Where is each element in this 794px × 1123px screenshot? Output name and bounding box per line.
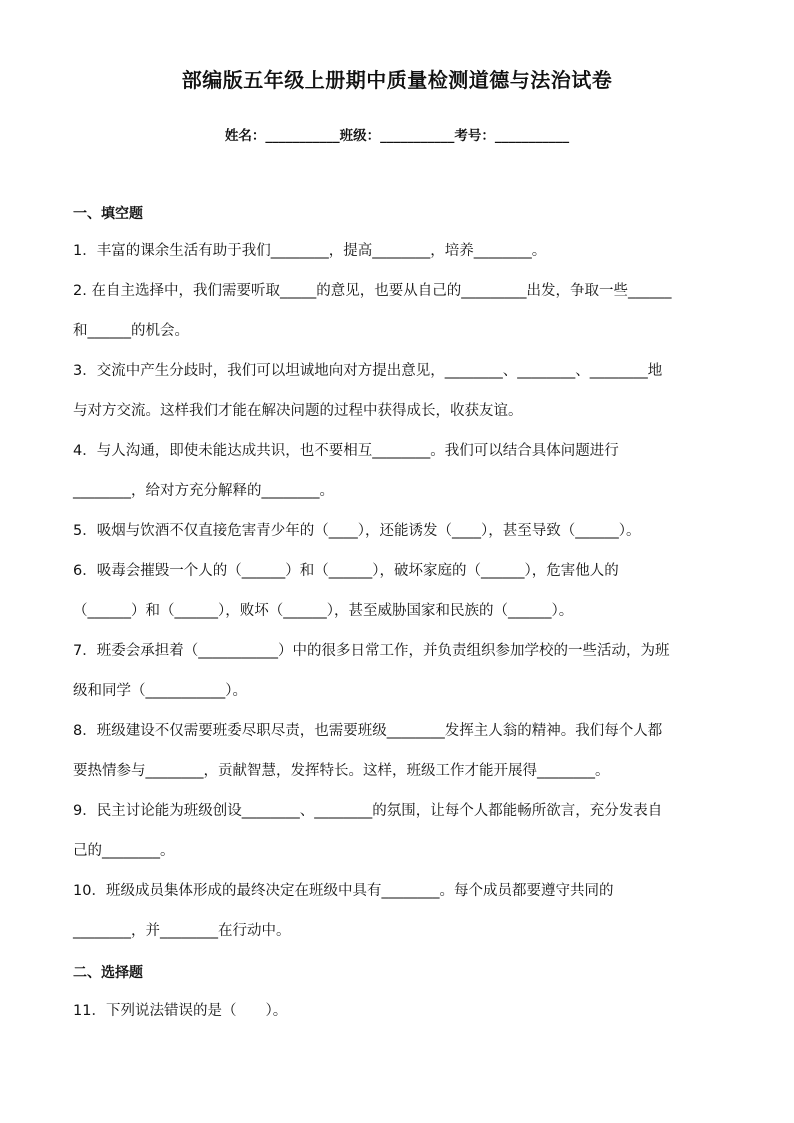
question-4-continued: ________，给对方充分解释的________。 [73, 483, 334, 499]
section-heading-fill-blank: 一、填空题 [73, 206, 143, 222]
question-7-continued: 级和同学（___________）。 [73, 683, 247, 699]
question-8-continued: 要热情参与________，贡献智慧，发挥特长。这样，班级工作才能开展得________。 [73, 763, 610, 779]
question-5: 5．吸烟与饮酒不仅直接危害青少年的（____），还能诱发（____），甚至导致（______）。 [73, 523, 641, 539]
question-6-continued: （______）和（______），败坏（______），甚至威胁国家和民族的（______）。 [73, 603, 574, 619]
question-7: 7．班委会承担着（___________）中的很多日常工作，并负责组织参加学校的一些活动，为班 [73, 643, 670, 659]
section-heading-multiple-choice: 二、选择题 [73, 965, 143, 981]
question-9: 9．民主讨论能为班级创设________、________的氛围，让每个人都能畅所欲言，充分发表自 [73, 803, 663, 819]
question-9-continued: 己的________。 [73, 843, 175, 859]
page-title: 部编版五年级上册期中质量检测道德与法治试卷 [181, 68, 613, 92]
student-info-line: 姓名：___________班级：___________考号：___________ [224, 128, 570, 144]
question-10: 10．班级成员集体形成的最终决定在班级中具有________。每个成员都要遵守共同的 [73, 883, 614, 899]
question-10-continued: ________，并________在行动中。 [73, 923, 291, 939]
question-1: 1．丰富的课余生活有助于我们________，提高________，培养________。 [73, 243, 547, 259]
question-3-continued: 与对方交流。这样我们才能在解决问题的过程中获得成长，收获友谊。 [73, 403, 523, 419]
question-8: 8．班级建设不仅需要班委尽职尽责，也需要班级________发挥主人翁的精神。我们每个人都 [73, 723, 663, 739]
question-11: 11．下列说法错误的是（ ）。 [73, 1003, 288, 1019]
question-6: 6．吸毒会摧毁一个人的（______）和（______），破坏家庭的（______），危害他人的 [73, 563, 619, 579]
question-2: 2. 在自主选择中，我们需要听取_____的意见，也要从自己的_________出发，争取一些______ [73, 283, 672, 299]
question-2-continued: 和______的机会。 [73, 323, 189, 339]
question-4: 4．与人沟通，即使未能达成共识，也不要相互________。我们可以结合具体问题进行 [73, 443, 619, 459]
question-3: 3．交流中产生分歧时，我们可以坦诚地向对方提出意见，________、________、________地 [73, 363, 663, 379]
